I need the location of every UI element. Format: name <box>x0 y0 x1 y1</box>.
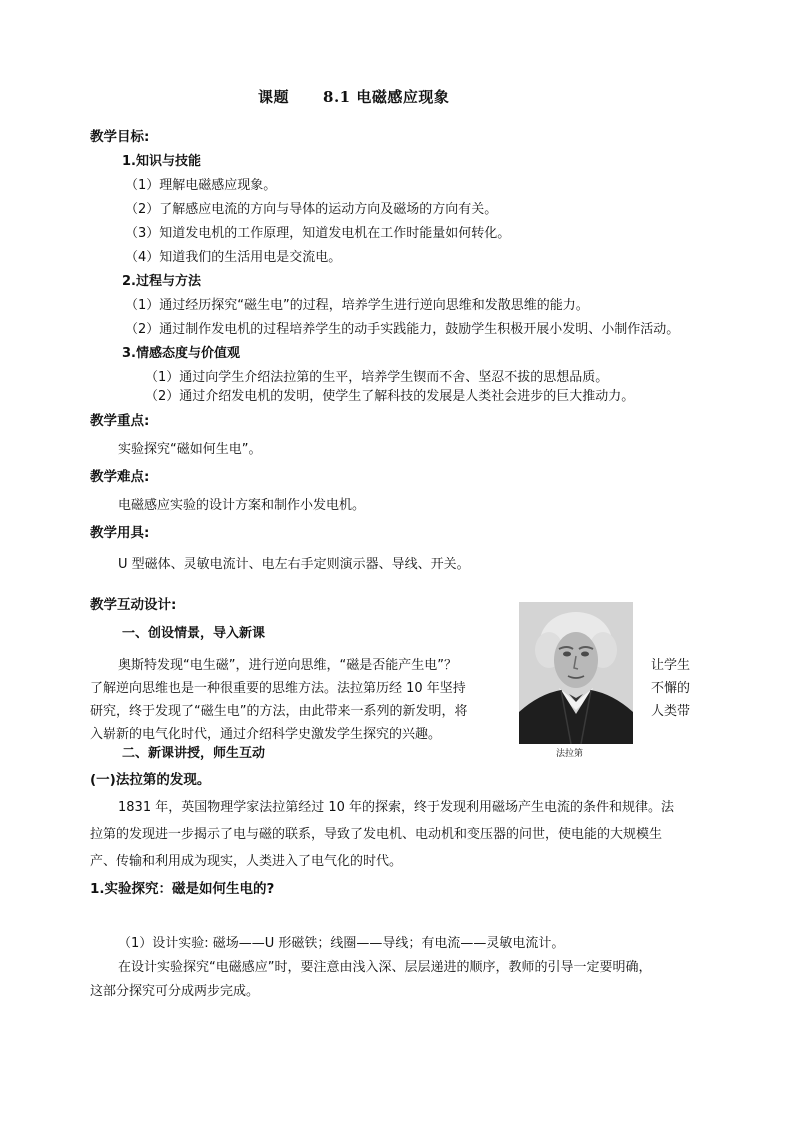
section1-heading: 一、创设情景，导入新课 <box>122 626 266 641</box>
knowledge-item-3: （3）知道发电机的工作原理，知道发电机在工作时能量如何转化。 <box>125 226 511 241</box>
faraday-portrait-drawing <box>519 602 633 744</box>
title-text: 8.1 电磁感应现象 <box>323 88 450 106</box>
title-prefix: 课题 <box>258 88 290 106</box>
process-item-1: （1）通过经历探究“磁生电”的过程，培养学生进行逆向思维和发散思维的能力。 <box>125 298 589 313</box>
process-heading: 2.过程与方法 <box>122 274 201 289</box>
objectives-heading: 教学目标: <box>90 129 150 145</box>
key-point-text: 实验探究“磁如何生电”。 <box>118 442 262 457</box>
experiment-design-line: （1）设计实验: 磁场——U 形磁铁；线圈——导线；有电流——灵敏电流计。 <box>118 936 565 951</box>
difficulty-text: 电磁感应实验的设计方案和制作小发电机。 <box>118 498 366 513</box>
section1-line-2: 了解逆向思维也是一种很重要的思维方法。法拉第历经 10 年坚持 <box>90 681 466 696</box>
section1-right-2: 不懈的 <box>651 681 691 696</box>
tools-heading: 教学用具: <box>90 525 150 541</box>
tools-text: U 型磁体、灵敏电流计、电左右手定则演示器、导线、开关。 <box>118 557 470 572</box>
knowledge-item-1: （1）理解电磁感应现象。 <box>125 178 277 193</box>
portrait-caption: 法拉第 <box>556 749 584 759</box>
knowledge-heading: 1.知识与技能 <box>122 154 201 169</box>
page-title <box>258 88 449 106</box>
section1-right-3: 人类带 <box>651 704 691 719</box>
knowledge-item-2: （2）了解感应电流的方向与导体的运动方向及磁场的方向有关。 <box>125 202 498 217</box>
section1-line-1: 奥斯特发现“电生磁”，进行逆向思维，“磁是否能产生电”？ <box>118 658 457 673</box>
faraday-line-3: 产、传输和利用成为现实，人类进入了电气化的时代。 <box>90 854 403 869</box>
experiment-line-1: 在设计实验探究“电磁感应”时，要注意由浅入深、层层递进的顺序，教师的引导一定要明确， <box>118 960 652 975</box>
faraday-line-2: 拉第的发现进一步揭示了电与磁的联系，导致了发电机、电动机和变压器的问世，使电能的大规模生 <box>90 827 663 842</box>
experiment-line-2: 这部分探究可分成两步完成。 <box>90 984 260 999</box>
section1-line-4: 入崭新的电气化时代，通过介绍科学史激发学生探究的兴趣。 <box>90 727 442 742</box>
faraday-line-1: 1831 年，英国物理学家法拉第经过 10 年的探索，终于发现利用磁场产生电流的条件和规律。法 <box>118 800 675 815</box>
knowledge-item-4: （4）知道我们的生活用电是交流电。 <box>125 250 342 265</box>
emotion-item-1: （1）通过向学生介绍法拉第的生平，培养学生锲而不舍、坚忍不拔的思想品质。 <box>145 370 609 385</box>
emotion-heading: 3.情感态度与价值观 <box>122 346 240 361</box>
faraday-heading: (一)法拉第的发现。 <box>90 772 211 788</box>
section1-right-1: 让学生 <box>651 658 691 673</box>
emotion-item-2: （2）通过介绍发电机的发明，使学生了解科技的发展是人类社会进步的巨大推动力。 <box>145 389 635 404</box>
section2-heading: 二、新课讲授，师生互动 <box>122 746 266 761</box>
experiment-heading: 1.实验探究：磁是如何生电的? <box>90 881 275 897</box>
section1-line-3: 研究，终于发现了“磁生电”的方法，由此带来一系列的新发明，将 <box>90 704 468 719</box>
process-item-2: （2）通过制作发电机的过程培养学生的动手实践能力，鼓励学生积极开展小发明、小制作活动。 <box>125 322 680 337</box>
difficulty-heading: 教学难点: <box>90 469 150 485</box>
faraday-portrait <box>519 602 633 744</box>
key-point-heading: 教学重点: <box>90 413 150 429</box>
design-heading: 教学互动设计: <box>90 597 177 613</box>
